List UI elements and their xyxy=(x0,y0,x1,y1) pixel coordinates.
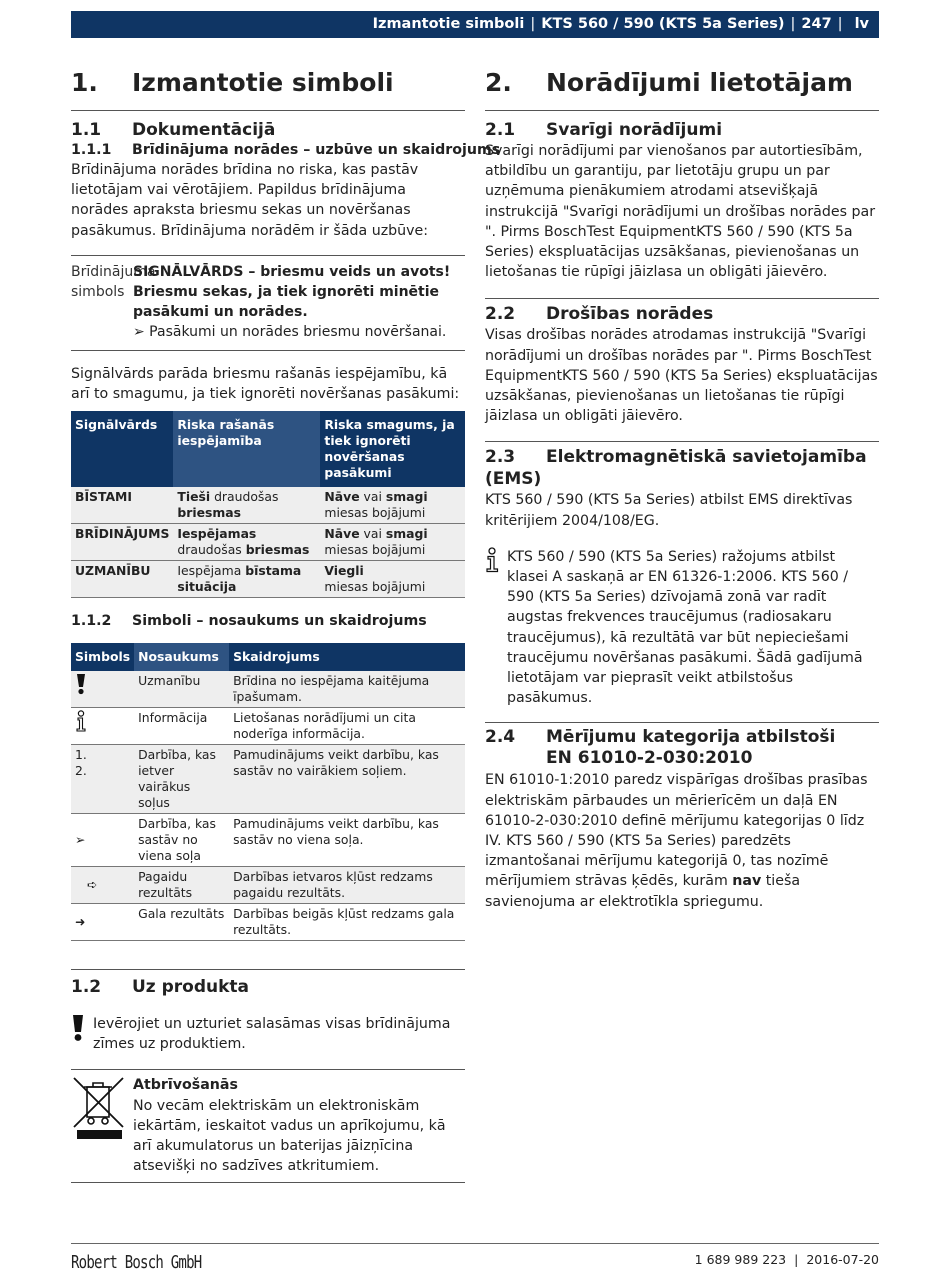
exclamation-icon xyxy=(71,671,134,708)
header-product: KTS 560 / 590 (KTS 5a Series) xyxy=(541,16,785,32)
consequence-line: Briesmu sekas, ja tiek ignorēti minētie pasākumi un norādes. xyxy=(133,284,440,321)
section-2-2-text: Visas drošības norādes atrodamas instrukcijā "Svarīgi norādījumi un drošības norādes par ". Pirms BoschTest EquipmentKTS 560 / 590 (KTS 5a Series) ekspluatācijas uzsākšanas, pievienošanas un lietošanas tie rūpīgi jāizlasa un obligāti jāievēro. xyxy=(485,327,878,425)
table-row: Uzmanību Brīdina no iespējama kaitējuma īpašumam. xyxy=(71,671,465,708)
table-row: Informācija Lietošanas norādījumi un cita noderīga informācija. xyxy=(71,708,465,745)
table-header: Simbols xyxy=(71,643,134,671)
section-2-1-text: Svarīgi norādījumi par vienošanos par autortiesībām, atbildību un garantiju, par lietotāju grupu un par uzņēmuma pienākumiem atrodami atsevišķajā instrukcijā "Svarīgi norādījumi un drošības norādes par ". Pirms BoschTest EquipmentKTS 560 / 590 (KTS 5a Series) ekspluatācijas uzsākšanas, pievienošanas un lietošanas tie rūpīgi jāizlasa un obligāti jāievēro. xyxy=(485,143,876,281)
table-row: BĪSTAMI Tieši draudošas briesmas Nāve vai smagi miesas bojājumi xyxy=(71,487,465,524)
signal-word-line: SIGNĀLVĀRDS – briesmu veids un avots! xyxy=(133,263,451,280)
final-result-icon: ➜ xyxy=(71,904,134,941)
info-icon xyxy=(485,547,507,709)
header-page-number: 247 xyxy=(801,16,832,32)
weee-bin-icon xyxy=(71,1075,133,1176)
header-section: Izmantotie simboli xyxy=(372,16,525,32)
product-warning-note: Ievērojiet un uzturiet salasāmas visas brīdinājuma zīmes uz produktiem. xyxy=(71,1014,465,1054)
table-header: Riska rašanās iespējamība xyxy=(173,411,320,487)
company-logo: Robert Bosch GmbH xyxy=(71,1252,202,1273)
warning-structure-text: Brīdinājuma norādes brīdina no riska, kas pastāv lietotājam vai vērotājiem. Papildus brīdinājuma norādes apraksta briesmu sekas un novēršanas pasākumus. Brīdinājuma norādēm ir šāda uzbūve: xyxy=(71,162,429,239)
table-header: Riska smagums, ja tiek ignorēti novēršanas pasākumi xyxy=(320,411,465,487)
section-1-1-2-heading: 1.1.2 Simboli – nosaukums un skaidrojums xyxy=(71,613,427,630)
document-number: 1 689 989 223 xyxy=(694,1252,787,1267)
info-icon xyxy=(71,708,134,745)
table-row: 1. 2. Darbība, kas ietver vairākus soļus Pamudinājums veikt darbību, kas sastāv no vairākiem soļiem. xyxy=(71,745,465,814)
section-2-2-heading: 2.2 Drošības norādes xyxy=(485,304,714,325)
exclamation-icon xyxy=(71,1014,93,1054)
section-1-1-1-heading: 1.1.1 Brīdinājuma norādes – uzbūve un skaidrojums xyxy=(71,142,501,158)
interim-result-icon: ➪ xyxy=(71,867,134,904)
signal-word-table xyxy=(71,411,465,598)
header-language: lv xyxy=(854,16,869,32)
warning-structure-box xyxy=(71,255,465,351)
section-1-2-heading: 1.2 Uz produkta xyxy=(71,977,250,998)
chapter-2-heading: 2. Norādījumi lietotājam xyxy=(485,66,879,111)
right-column xyxy=(485,66,879,912)
symbol-table xyxy=(71,643,465,941)
emc-info-note: KTS 560 / 590 (KTS 5a Series) ražojums atbilst klasei A saskaņā ar EN 61326-1:2006. KTS 560 / 590 (KTS 5a Series) dzīvojamā zonā var radīt augstas frekvences traucējumus (radiosakaru traucējumus), kā rezultātā var būt nepieciešami traucējumu novēršanas pasākumi. Šādā gadījumā lietotājam var pieprasīt veikt atbilstošus pasākumus. xyxy=(485,547,879,709)
section-2-3-text: KTS 560 / 590 (KTS 5a Series) atbilst EMS direktīvas kritērijiem 2004/108/EG. xyxy=(485,492,853,529)
table-row: ➜ Gala rezultāts Darbības beigās kļūst redzams gala rezultāts. xyxy=(71,904,465,941)
measures-line: ➢ Pasākumi un norādes briesmu novēršanai. xyxy=(133,324,447,341)
section-2-3-heading: 2.3 Elektromagnētiskā savietojamība (EMS) xyxy=(485,447,867,490)
table-row: UZMANĪBU Iespējama bīstama situācija Viegli miesas bojājumi xyxy=(71,561,465,598)
page-header: Izmantotie simboli | KTS 560 / 590 (KTS 5a Series) | 247 | lv xyxy=(71,11,879,38)
document-date: 2016-07-20 xyxy=(806,1252,879,1267)
disposal-title: Atbrīvošanās xyxy=(133,1077,238,1094)
disposal-text: No vecām elektriskām un elektroniskām iekārtām, ieskaitot vadus un aprīkojumu, kā arī akumulatorus un baterijas jāizņīcina atsevišķi no sadzīves atkritumiem. xyxy=(133,1097,446,1175)
section-2-4-text: EN 61010-1:2010 paredz vispārīgas drošības prasības elektriskām pārbaudes un mērierīcēm un daļā EN 61010-2-030:2010 definē mērījumu kategorijas 0 līdz IV. KTS 560 / 590 (KTS 5a Series) paredzēts izmantošanai mērījumu kategorijā 0, tas nozīmē mērījumiem strāvas ķēdēs, kurām nav tieša savienojuma ar elektrotīkla spriegumu. xyxy=(485,772,868,910)
table-header: Signālvārds xyxy=(71,411,173,487)
warning-symbol-label: Brīdinājuma simbols xyxy=(71,263,156,301)
table-row: BRĪDINĀJUMS Iespējamas draudošas briesmas Nāve vai smagi miesas bojājumi xyxy=(71,524,465,561)
step-arrow-icon: ➢ xyxy=(71,814,134,867)
section-2-1-heading: 2.1 Svarīgi norādījumi xyxy=(485,120,723,140)
table-row: ➢ Darbība, kas sastāv no viena soļa Pamudinājums veikt darbību, kas sastāv no viena soļa. xyxy=(71,814,465,867)
section-2-4-heading: 2.4 Mērījumu kategorija atbilstoši EN 61010-2-030:2010 xyxy=(485,727,836,769)
section-1-1-heading: 1.1 Dokumentācijā xyxy=(71,120,276,140)
footer-docinfo: 1 689 989 223 | 2016-07-20 xyxy=(694,1252,879,1267)
table-row: ➪ Pagaidu rezultāts Darbības ietvaros kļūst redzams pagaidu rezultāts. xyxy=(71,867,465,904)
chapter-1-heading: 1. Izmantotie simboli xyxy=(71,66,465,111)
left-column xyxy=(71,66,501,1183)
table-header: Skaidrojums xyxy=(229,643,465,671)
table-header: Nosaukums xyxy=(134,643,229,671)
signal-word-intro: Signālvārds parāda briesmu rašanās iespējamību, kā arī to smagumu, ja tiek ignorēti novēršanas pasākumi: xyxy=(71,365,460,402)
footer-rule xyxy=(71,1243,879,1244)
disposal-box xyxy=(71,1069,465,1183)
